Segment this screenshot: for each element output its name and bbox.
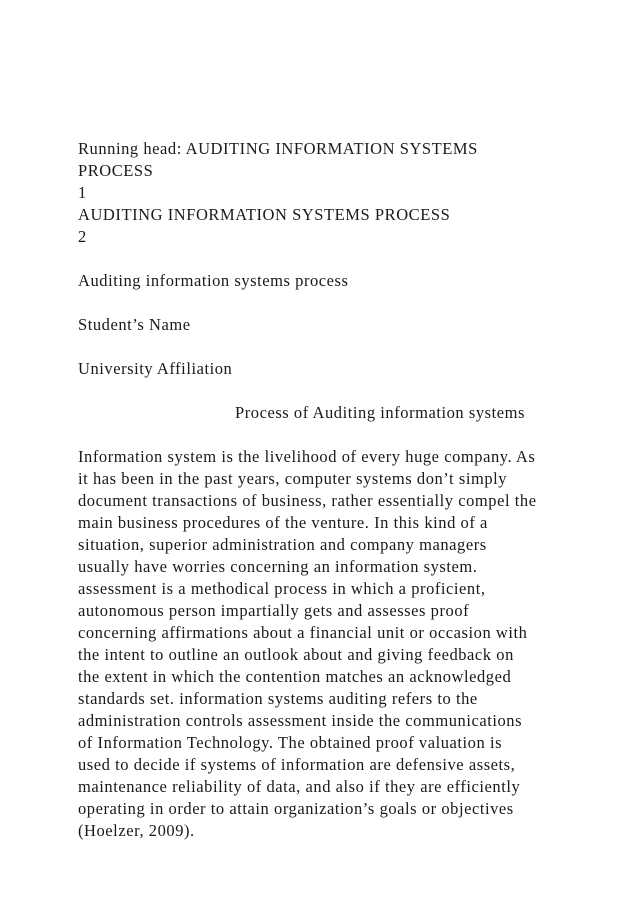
document-content <box>78 138 568 842</box>
paragraph-line: (Hoelzer, 2009). <box>78 821 195 840</box>
paragraph-line: of Information Technology. The obtained proof valuation is <box>78 733 503 752</box>
paragraph-line: it has been in the past years, computer systems don’t simply <box>78 469 508 488</box>
paragraph-line: maintenance reliability of data, and also if they are efficiently <box>78 777 521 796</box>
paragraph-line: used to decide if systems of information are defensive assets, <box>78 755 516 774</box>
spacer <box>78 424 568 446</box>
spacer <box>78 292 568 314</box>
short-title-header: AUDITING INFORMATION SYSTEMS PROCESS <box>78 205 451 224</box>
paragraph-line: concerning affirmations about a financial unit or occasion with <box>78 623 528 642</box>
paragraph-line: the intent to outline an outlook about and giving feedback on <box>78 645 514 664</box>
section-title: Process of Auditing information systems <box>235 403 526 422</box>
spacer <box>78 248 568 270</box>
paragraph-line: document transactions of business, rather essentially compel the <box>78 491 537 510</box>
body-paragraph <box>78 446 568 842</box>
paragraph-line: main business procedures of the venture. In this kind of a <box>78 513 488 532</box>
student-name: Student’s Name <box>78 315 191 334</box>
spacer <box>78 380 568 402</box>
paragraph-line: assessment is a methodical process in which a proficient, <box>78 579 486 598</box>
paragraph-line: administration controls assessment inside the communications <box>78 711 523 730</box>
university-affiliation: University Affiliation <box>78 359 233 378</box>
paragraph-line: usually have worries concerning an information system. <box>78 557 478 576</box>
running-head-line-1: Running head: AUDITING INFORMATION SYSTEMS <box>78 139 478 158</box>
paragraph-line: Information system is the livelihood of every huge company. As <box>78 447 536 466</box>
paragraph-line: situation, superior administration and company managers <box>78 535 487 554</box>
page-number-1: 1 <box>78 183 87 202</box>
running-head-line-2: PROCESS <box>78 161 154 180</box>
paragraph-line: operating in order to attain organization’s goals or objectives <box>78 799 514 818</box>
paragraph-line: autonomous person impartially gets and assesses proof <box>78 601 470 620</box>
paragraph-line: standards set. information systems auditing refers to the <box>78 689 478 708</box>
paragraph-line: the extent in which the contention matches an acknowledged <box>78 667 512 686</box>
page-number-2: 2 <box>78 227 87 246</box>
spacer <box>78 336 568 358</box>
paper-title: Auditing information systems process <box>78 271 349 290</box>
